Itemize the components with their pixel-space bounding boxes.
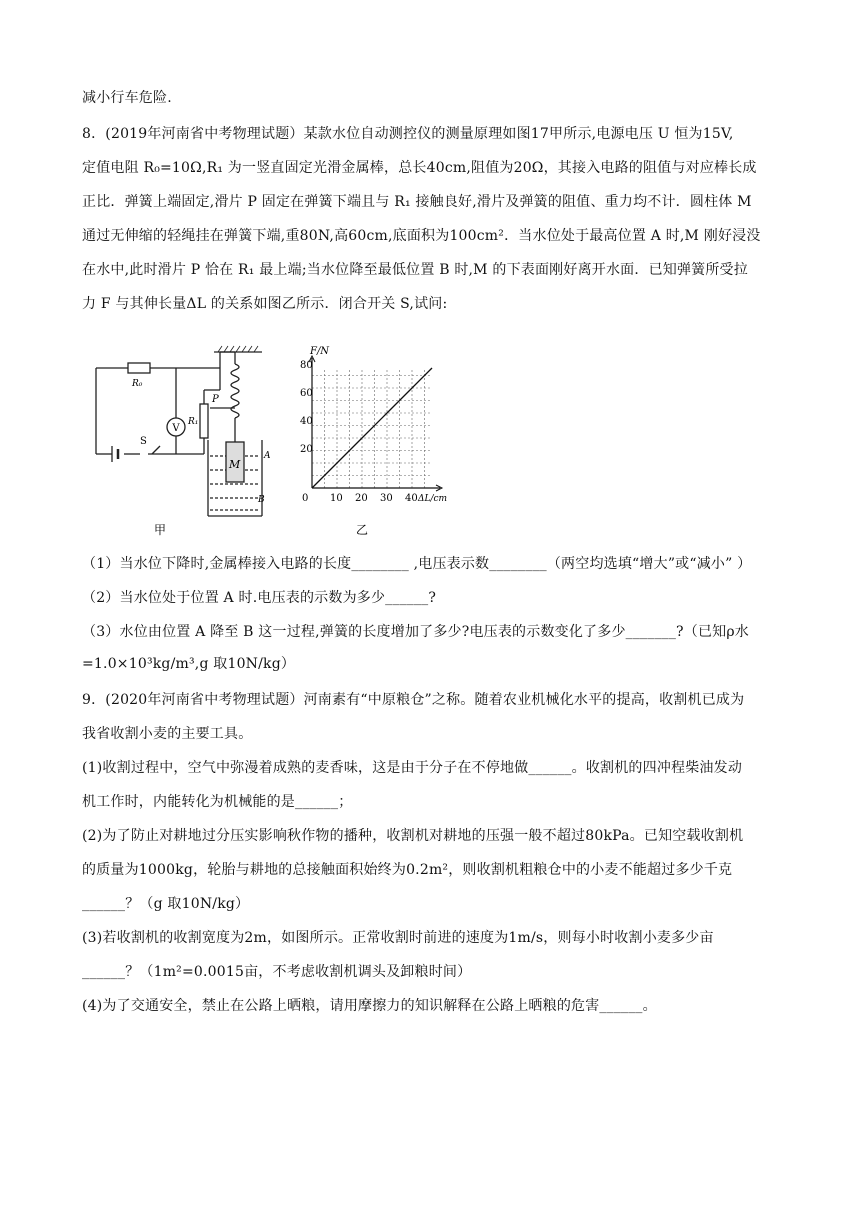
text-line: 正比．弹簧上端固定,滑片 P 固定在弹簧下端且与 R₁ 接触良好,滑片及弹簧的阻值、重力均不计．圆柱体 M bbox=[82, 194, 752, 210]
circuit-diagram bbox=[90, 338, 280, 538]
text-line: （3）水位由位置 A 降至 B 这一过程,弹簧的长度增加了多少?电压表的示数变化了多少_______?（已知ρ水 bbox=[82, 624, 749, 640]
text-line: 我省收割小麦的主要工具。 bbox=[82, 726, 253, 742]
text-line: 在水中,此时滑片 P 恰在 R₁ 最上端;当水位降至最低位置 B 时,M 的下表面刚好离开水面．已知弹簧所受拉 bbox=[82, 262, 748, 278]
text-line: (4)为了交通安全，禁止在公路上晒粮，请用摩擦力的知识解释在公路上晒粮的危害______。 bbox=[82, 998, 657, 1014]
text-line: (1)收割过程中，空气中弥漫着成熟的麦香味，这是由于分子在不停地做______。收割机的四冲程柴油发动 bbox=[82, 760, 743, 776]
level-b-label: B bbox=[258, 495, 265, 505]
force-extension-graph bbox=[286, 338, 486, 538]
text-line: =1.0×10³kg/m³,g 取10N/kg） bbox=[82, 656, 296, 672]
graph-ylabel: F/N bbox=[310, 346, 330, 357]
x-tick-label: 10 bbox=[330, 493, 343, 504]
y-tick-label: 80 bbox=[300, 360, 313, 371]
slider-p-label: P bbox=[212, 394, 219, 405]
text-line: （1）当水位下降时,金属棒接入电路的长度________ ,电压表示数________（两空均选填“增大”或“减小” ） bbox=[82, 556, 752, 572]
r1-label: R₁ bbox=[188, 417, 199, 427]
text-line: ______？（1m²=0.0015亩，不考虑收割机调头及卸粮时间） bbox=[82, 964, 472, 980]
graph-xlabel: ΔL/cm bbox=[418, 494, 448, 504]
voltmeter-label: V bbox=[172, 423, 180, 434]
y-tick-label: 60 bbox=[300, 388, 313, 399]
level-a-label: A bbox=[264, 451, 271, 461]
text-line: 的质量为1000kg，轮胎与耕地的总接触面积始终为0.2m²，则收割机粗粮仓中的小麦不能超过多少千克 bbox=[82, 862, 733, 878]
x-tick-label: 20 bbox=[355, 493, 368, 504]
question-8-line: 8．(2019年河南省中考物理试题）某款水位自动测控仪的测量原理如图17甲所示,电源电压 U 恒为15V, bbox=[82, 126, 734, 142]
series-line bbox=[312, 368, 432, 488]
switch-s-label: S bbox=[140, 436, 147, 447]
graph-origin: 0 bbox=[302, 493, 309, 504]
y-tick-label: 20 bbox=[300, 444, 313, 455]
text-line: 机工作时，内能转化为机械能的是______； bbox=[82, 794, 353, 810]
text-line: 力 F 与其伸长量ΔL 的关系如图乙所示．闭合开关 S,试问: bbox=[82, 296, 448, 312]
text-line: ______？（g 取10N/kg） bbox=[82, 896, 250, 912]
r0-label: R₀ bbox=[132, 379, 143, 389]
text-line: 减小行车危险. bbox=[82, 90, 172, 106]
question-9-line: 9．(2020年河南省中考物理试题）河南素有“中原粮仓”之称。随着农业机械化水平的提高，收割机已成为 bbox=[82, 692, 745, 708]
text-line: 定值电阻 R₀=10Ω,R₁ 为一竖直固定光滑金属棒，总长40cm,阻值为20Ω，其接入电路的阻值与对应棒长成 bbox=[82, 160, 757, 176]
cylinder-m-label: M bbox=[229, 458, 241, 471]
figure-caption-jia: 甲 bbox=[154, 523, 167, 537]
y-tick-label: 40 bbox=[300, 416, 313, 427]
text-line: 通过无伸缩的轻绳挂在弹簧下端,重80N,高60cm,底面积为100cm²．当水位处于最高位置 A 时,M 刚好浸没 bbox=[82, 228, 761, 244]
text-line: (2)为了防止对耕地过分压实影响秋作物的播种，收割机对耕地的压强一般不超过80kPa。已知空载收割机 bbox=[82, 828, 744, 844]
text-line: （2）当水位处于位置 A 时.电压表的示数为多少______? bbox=[82, 590, 437, 606]
text-line: (3)若收割机的收割宽度为2m，如图所示。正常收割时前进的速度为1m/s，则每小时收割小麦多少亩 bbox=[82, 930, 714, 946]
figure-caption-yi: 乙 bbox=[356, 523, 369, 537]
x-tick-label: 30 bbox=[380, 493, 393, 504]
x-tick-label: 40 bbox=[405, 493, 418, 504]
